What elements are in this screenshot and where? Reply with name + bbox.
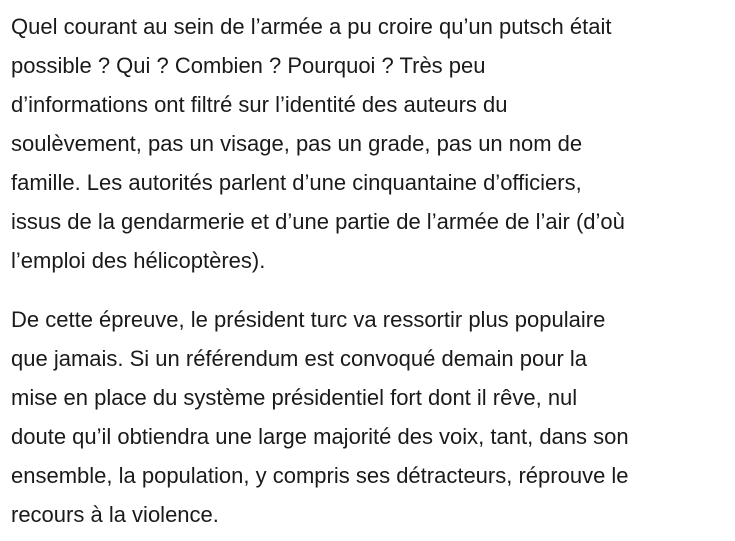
text-line: doute qu’il obtiendra une large majorité des voix, tant, dans son (11, 424, 629, 449)
text-line: d’informations ont filtré sur l’identité des auteurs du (11, 92, 508, 117)
paragraph-president-popularity (11, 300, 735, 534)
text-line: que jamais. Si un référendum est convoqué demain pour la (11, 346, 588, 371)
text-line: l’emploi des hélicoptères). (11, 248, 266, 273)
text-line: soulèvement, pas un visage, pas un grade, pas un nom de (11, 131, 583, 156)
text-line: ensemble, la population, y compris ses détracteurs, réprouve le (11, 463, 629, 488)
article-body (11, 7, 735, 534)
text-line: De cette épreuve, le président turc va ressortir plus populaire (11, 307, 606, 332)
text-line: issus de la gendarmerie et d’une partie de l’armée de l’air (d’où (11, 209, 625, 234)
paragraph-putsch-question (11, 7, 735, 280)
text-line: recours à la violence. (11, 502, 219, 527)
text-line: Quel courant au sein de l’armée a pu croire qu’un putsch était (11, 14, 612, 39)
text-line: mise en place du système présidentiel fort dont il rêve, nul (11, 385, 578, 410)
text-line: possible ? Qui ? Combien ? Pourquoi ? Très peu (11, 53, 486, 78)
text-line: famille. Les autorités parlent d’une cinquantaine d’officiers, (11, 170, 582, 195)
